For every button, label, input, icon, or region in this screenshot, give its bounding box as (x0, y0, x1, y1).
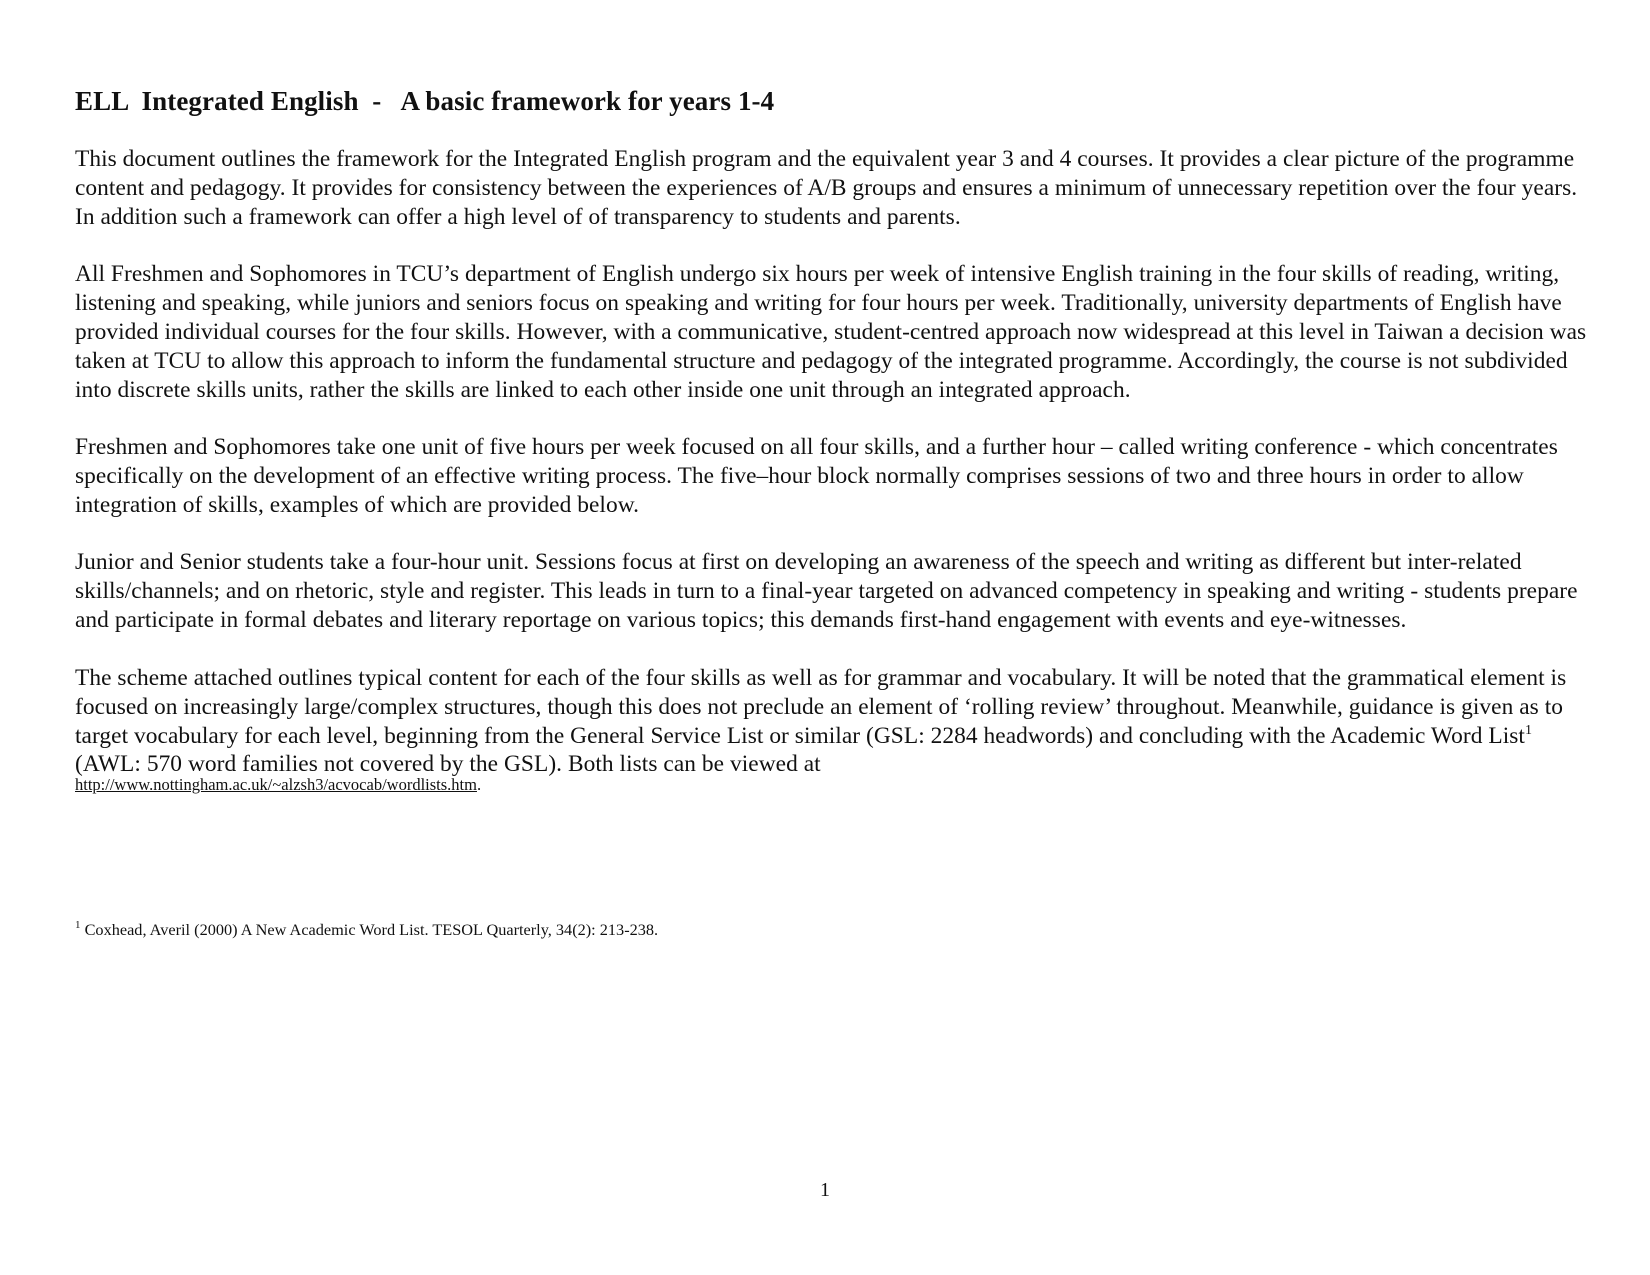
document-page (75, 86, 1587, 795)
paragraph-scheme-vocabulary (75, 664, 1587, 780)
paragraph-five-hour-unit: Freshmen and Sophomores take one unit of five hours per week focused on all four skills, and a further hour – called writing conference - which concentrates specifically on the development of an effective writing process. The five–hour block normally comprises sessions of two and three hours in order to allow integration of skills, examples of which are provided below. (75, 434, 1558, 519)
footnote-reference-marker[interactable]: 1 (1524, 722, 1533, 738)
footnote-marker: 1 (75, 919, 81, 931)
document-title: ELL Integrated English - A basic framework for years 1-4 (75, 86, 775, 116)
link-suffix: . (476, 775, 482, 795)
footnote (75, 920, 658, 940)
wordlists-link-line (75, 775, 1587, 795)
paragraph-freshmen-sophomores-training: All Freshmen and Sophomores in TCU’s department of English undergo six hours per week of intensive English training in the four skills of reading, writing, listening and speaking, while juniors and seniors focus on speaking and writing for four hours per week. Traditionally, university departments of English have provided individual courses for the four skills. However, with a communicative, student-centred approach now widespread at this level in Taiwan a decision was taken at TCU to allow this approach to inform the fundamental structure and pedagogy of the integrated programme. Accordingly, the course is not subdivided into discrete skills units, rather the skills are linked to each other inside one unit through an integrated approach. (75, 261, 1587, 403)
page-number: 1 (820, 1179, 830, 1201)
wordlists-link[interactable]: http://www.nottingham.ac.uk/~alzsh3/acvocab/wordlists.htm (75, 775, 477, 795)
scheme-text-before-note: The scheme attached outlines typical content for each of the four skills as well as for grammar and vocabulary. It will be noted that the grammatical element is focused on increasingly large/complex structures, though this does not preclude an element of ‘rolling review’ throughout. Meanwhile, guidance is given as to target vocabulary for each level, beginning from the General Service List or similar (GSL: 2284 headwords) and concluding with the Academic Word List (75, 664, 1567, 749)
paragraph-overview: This document outlines the framework for the Integrated English program and the equivalent year 3 and 4 courses. It provides a clear picture of the programme content and pedagogy. It provides for consistency between the experiences of A/B groups and ensures a minimum of unnecessary repetition over the four years. In addition such a framework can offer a high level of of transparency to students and parents. (75, 146, 1578, 230)
scheme-text-after-note: (AWL: 570 word families not covered by the GSL). Both lists can be viewed at (75, 751, 821, 778)
footnote-text: Coxhead, Averil (2000) A New Academic Word List. TESOL Quarterly, 34(2): 213-238. (80, 920, 659, 939)
paragraph-junior-senior: Junior and Senior students take a four-hour unit. Sessions focus at first on developing an awareness of the speech and writing as different but inter-related skills/channels; and on rhetoric, style and register. This leads in turn to a final-year targeted on advanced competency in speaking and writing - students prepare and participate in formal debates and literary reportage on various topics; this demands first-hand engagement with events and eye-witnesses. (75, 549, 1578, 634)
